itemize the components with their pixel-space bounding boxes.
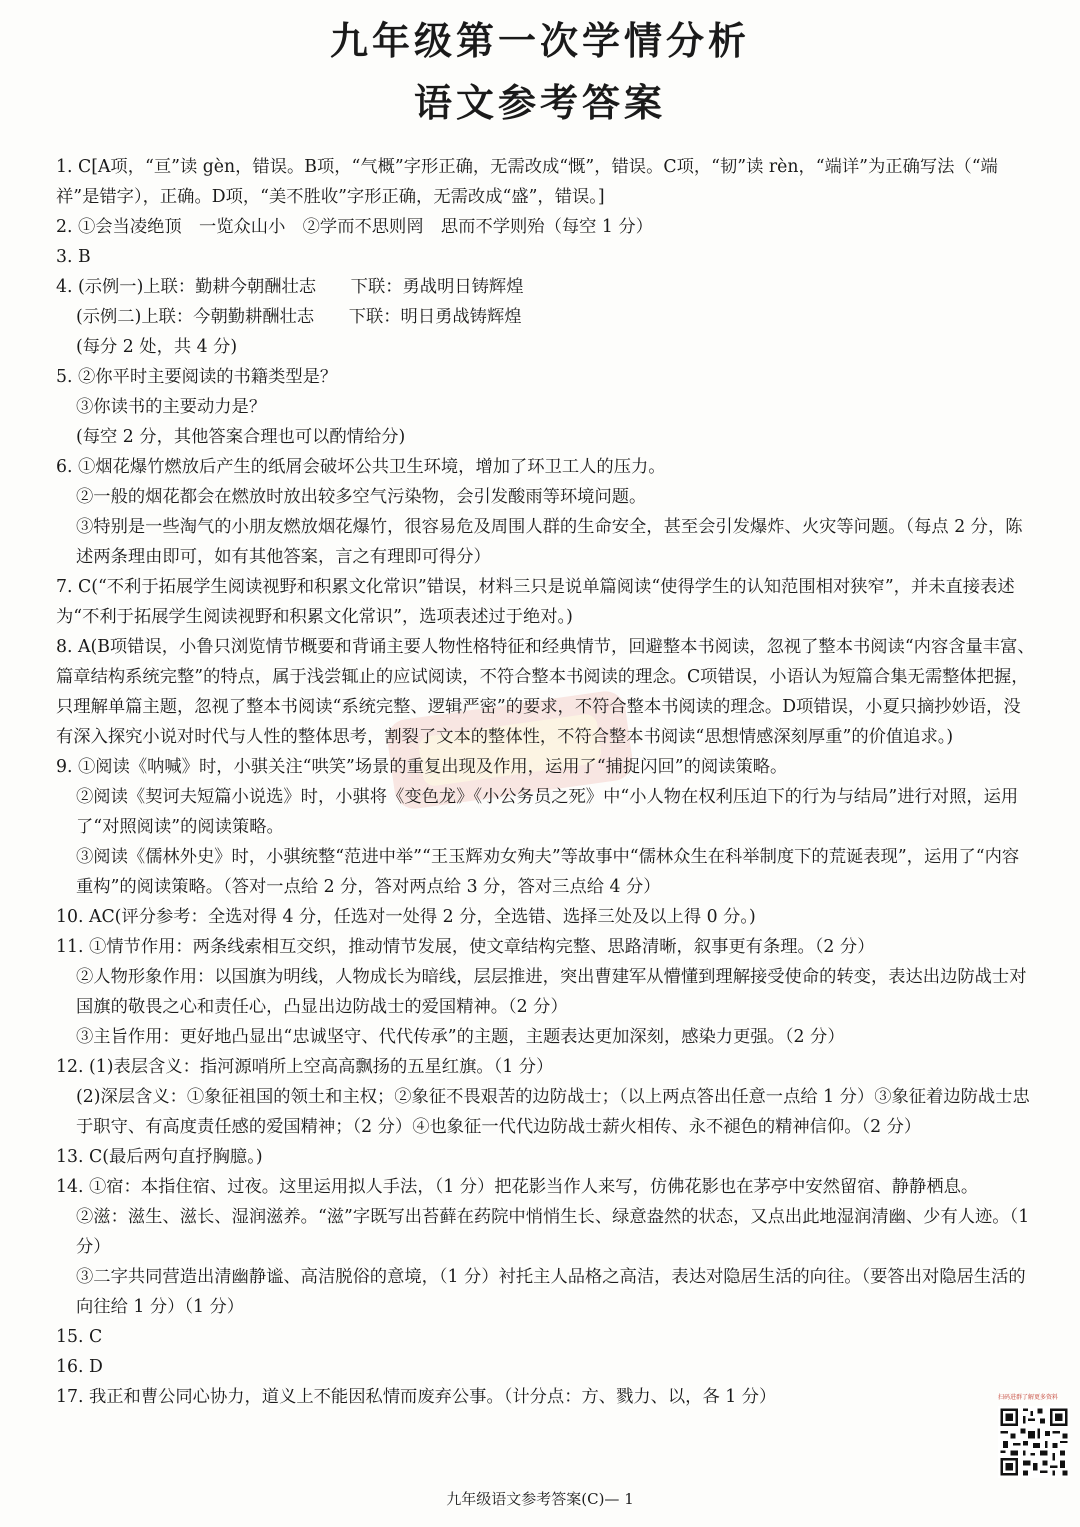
answer-10: 10. AC(评分参考：全选对得 4 分，任选对一处得 2 分，全选错、选择三处及以上得 0 分。) — [56, 907, 756, 927]
answer-9-item-3: ③阅读《儒林外史》时，小骐统整“范进中举”“王玉辉劝女殉夫”等故事中“儒林众生在科举制度下的荒诞表现”，运用了“内容重构”的阅读策略。（答对一点给 2 分，答对两点给 3 分，答对三点给 4 分） — [76, 847, 1020, 897]
answer-15: 15. C — [56, 1327, 103, 1347]
answer-11-item-2: ②人物形象作用：以国旗为明线，人物成长为暗线，层层推进，突出曹建军从懵懂到理解接受使命的转变，表达出边防战士对国旗的敬畏之心和责任心，凸显出边防战士的爱国精神。（2 分） — [76, 967, 1027, 1017]
page-subtitle: 语文参考答案 — [413, 81, 666, 125]
qr-code-icon[interactable] — [998, 1406, 1070, 1478]
answer-11-item-3: ③主旨作用：更好地凸显出“忠诚坚守、代代传承”的主题，主题表达更加深刻，感染力更强。（2 分） — [76, 1027, 845, 1047]
answer-list — [56, 152, 1036, 1412]
page-footer: 九年级语文参考答案(C)— 1 — [446, 1490, 634, 1508]
page-title: 九年级第一次学情分析 — [329, 19, 750, 63]
answer-4-example-1: 4. (示例一)上联：勤耕今朝酬壮志 下联：勇战明日铸辉煌 — [56, 277, 524, 297]
answer-1: 1. C[A项，“亘”读 gèn，错误。B项，“气概”字形正确，无需改成“慨”，错误。C项，“韧”读 rèn，“端详”为正确写法（“端祥”是错字），正确。D项，“美不胜收”字形正确，无需改成“盛”，错误。] — [56, 157, 998, 207]
answer-6-item-1: 6. ①烟花爆竹燃放后产生的纸屑会破坏公共卫生环境，增加了环卫工人的压力。 — [56, 457, 666, 477]
answer-6-item-2: ②一般的烟花都会在燃放时放出较多空气污染物，会引发酸雨等环境问题。 — [76, 487, 647, 507]
answer-14-item-1: 14. ①宿：本指住宿、过夜。这里运用拟人手法，（1 分）把花影当作人来写，仿佛花影也在茅亭中安然留宿、静静栖息。 — [56, 1177, 979, 1197]
answer-4-example-2: (示例二)上联：今朝勤耕酬壮志 下联：明日勇战铸辉煌 — [76, 307, 522, 327]
answer-6-item-3: ③特别是一些淘气的小朋友燃放烟花爆竹，很容易危及周围人群的生命安全，甚至会引发爆炸、火灾等问题。（每点 2 分，陈述两条理由即可，如有其他答案，言之有理即可得分） — [76, 517, 1023, 567]
answer-12-item-1: 12. (1)表层含义：指河源哨所上空高高飘扬的五星红旗。（1 分） — [56, 1057, 554, 1077]
answer-13: 13. C(最后两句直抒胸臆。) — [56, 1147, 263, 1167]
answer-8: 8. A(B项错误，小鲁只浏览情节概要和背诵主要人物性格特征和经典情节，回避整本书阅读，忽视了整本书阅读“内容含量丰富、篇章结构系统完整”的特点，属于浅尝辄止的应试阅读，不符合整本书阅读的理念。C项错误，小语认为短篇合集无需整体把握，只理解单篇主题，忽视了整本书阅读“系统完整、逻辑严密”的要求，不符合整本书阅读的理念。D项错误，小夏只摘抄妙语，没有深入探究小说对时代与人性的整体思考，割裂了文本的整体性，不符合整本书阅读“思想情感深刻厚重”的价值追求。) — [56, 637, 1035, 747]
answer-5-item-3: ③你读书的主要动力是？ — [76, 397, 267, 417]
answer-5-scoring: (每空 2 分，其他答案合理也可以酌情给分) — [76, 427, 406, 447]
answer-14-item-3: ③二字共同营造出清幽静谧、高洁脱俗的意境，（1 分）衬托主人品格之高洁，表达对隐居生活的向往。（要答出对隐居生活的向往给 1 分）（1 分） — [76, 1267, 1026, 1317]
answer-9-item-1: 9. ①阅读《呐喊》时，小骐关注“哄笑”场景的重复出现及作用，运用了“捕捉闪回”的阅读策略。 — [56, 757, 788, 777]
qr-caption: 扫码进群了解更多资料 — [997, 1394, 1058, 1401]
answer-12-item-2: (2)深层含义：①象征祖国的领土和主权；②象征不畏艰苦的边防战士；（以上两点答出任意一点给 1 分）③象征着边防战士忠于职守、有高度责任感的爱国精神；（2 分）④也象征一代代边防战士薪火相传、永不褪色的精神信仰。（2 分） — [76, 1087, 1030, 1137]
answer-7: 7. C(“不利于拓展学生阅读视野和积累文化常识”错误，材料三只是说单篇阅读“使得学生的认知范围相对狭窄”，并未直接表述为“不利于拓展学生阅读视野和积累文化常识”，选项表述过于绝对。) — [56, 577, 1015, 627]
answer-3: 3. B — [56, 247, 91, 267]
answer-9-item-2: ②阅读《契诃夫短篇小说选》时，小骐将《变色龙》《小公务员之死》中“小人物在权利压迫下的行为与结局”进行对照，运用了“对照阅读”的阅读策略。 — [76, 787, 1019, 837]
answer-14-item-2: ②滋：滋生、滋长、湿润滋养。“滋”字既写出苔藓在药院中悄悄生长、绿意盎然的状态，又点出此地湿润清幽、少有人迹。（1 分） — [76, 1207, 1030, 1257]
answer-11-item-1: 11. ①情节作用：两条线索相互交织，推动情节发展，使文章结构完整、思路清晰，叙事更有条理。（2 分） — [56, 937, 875, 957]
answer-2: 2. ①会当凌绝顶 一览众山小 ②学而不思则罔 思而不学则殆（每空 1 分） — [56, 217, 653, 237]
answer-16: 16. D — [56, 1357, 103, 1377]
answer-4-scoring: (每分 2 处，共 4 分) — [76, 337, 238, 357]
answer-17: 17. 我正和曹公同心协力，道义上不能因私情而废弃公事。（计分点：方、戮力、以，各 1 分） — [56, 1387, 777, 1407]
answer-5-item-2: 5. ②你平时主要阅读的书籍类型是？ — [56, 367, 338, 387]
